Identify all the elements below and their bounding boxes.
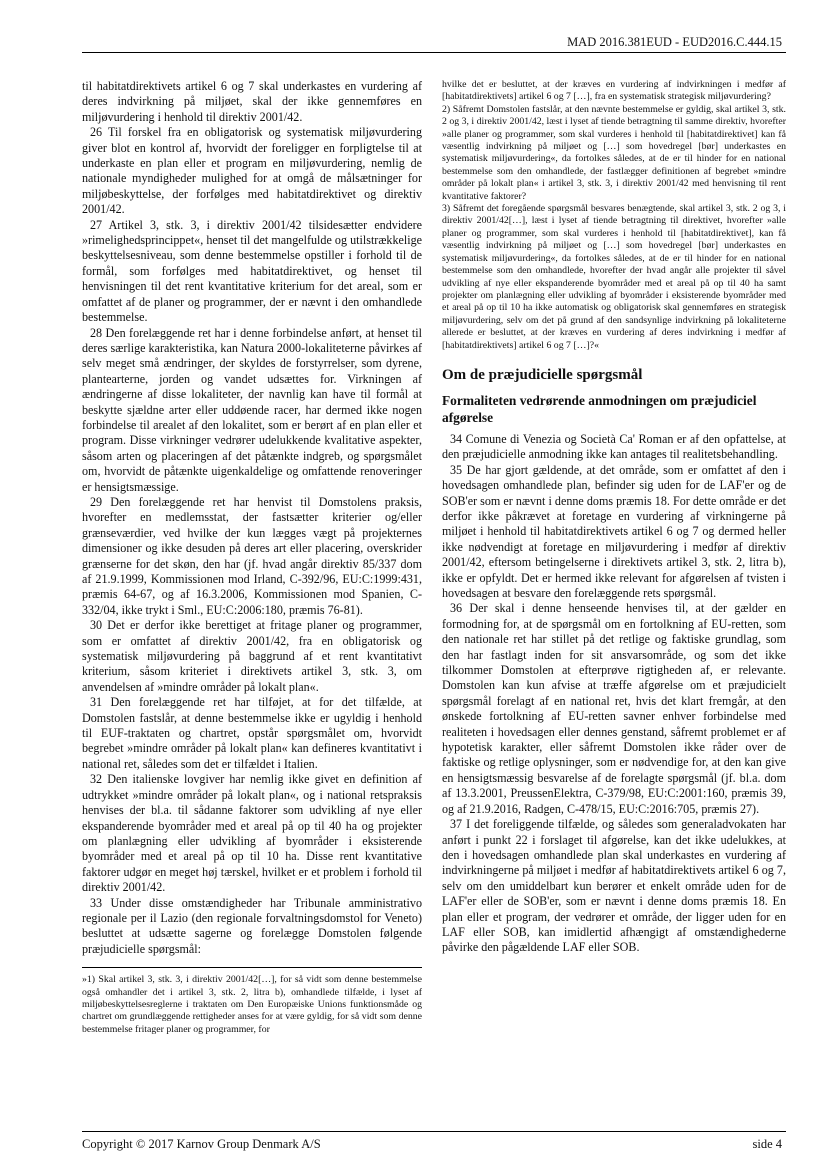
right-column [442,79,786,956]
paragraph: 36 Der skal i denne henseende henvises til, at der gælder en formodning for, at de spørgsmål om en fortolkning af EU-retten, som den nationale ret har stillet på det retlige og faktiske grundlag, som den har fastlagt inden for sit ansvarsområde, og som det ikke tilkommer Domstolen at efterprøve rigtigheden af, er relevante. Domstolen kan kun afvise at træffe afgørelse om et præjudicielt spørgsmål forelagt af en national ret, hvis det klart fremgår, at den ønskede fortolkning af EU-retten savner enhver forbindelse med realiteten i hovedsagen eller dennes genstand, såfremt problemet er af hypotetisk karakter, eller såfremt Domstolen ikke råder over de faktiske og retlige oplysninger, som er nødvendige for, at den kan give en hensigtsmæssig besvarelse af de forelagte spørgsmål (jf. bl.a. dom af 13.3.2001, PreussenElektra, C-379/98, EU:C:2001:160, præmis 39, og af 21.9.2016, Radgen, C-478/15, EU:C:2016:705, præmis 27). [442,601,786,816]
question-block [442,79,786,352]
paragraph: 37 I det foreliggende tilfælde, og således som generaladvokaten har anført i punkt 22 i forslaget til afgørelse, kan det ikke udelukkes, at den i hovedsagen omhandlede plan skal underkastes en vurdering af indvirkningerne på miljøet i medfør af habitatdirektivets artikel 6 og 7, selv om den umiddelbart kun berører et enkelt område uden for de LAF'er eller de SOB'er, som er nævnt i denne doms præmis 18. En plan eller et program, der vedrører et område, der ligger uden for en LAF eller SOB, kan imidlertid afhængigt af omstændighederne påvirke den pågældende LAF eller SOB. [442,817,786,955]
paragraph: 30 Det er derfor ikke berettiget at fritage planer og programmer, som er omfattet af direktiv 2001/42, fra en obligatorisk og systematisk miljøvurdering på baggrund af et rent kvantitativt kriterium, såsom kriteriet i direktivets artikel 3, stk. 3, om anvendelsen af »mindre områder på lokalt plan«. [82,618,422,694]
paragraph: 26 Til forskel fra en obligatorisk og systematisk miljøvurdering giver blot en kontrol af, hvorvidt der foreligger en forpligtelse til at underkaste en plan eller et program en miljøvurdering, nemlig de nationale myndigheder mulighed for at omgå de målsætninger for miljøbeskyttelse, der forfølges med habitatdirektivet og direktiv 2001/42. [82,125,422,217]
section-heading: Om de præjudicielle spørgsmål [442,366,643,383]
question-text: hvilke det er besluttet, at der kræves en vurdering af indvirkningen i medfør af [habitatdirektivets] artikel 6 og 7 […], fra en systematisk strategisk miljøvurdering? [442,79,786,103]
paragraph: 32 Den italienske lovgiver har nemlig ikke givet en definition af udtrykket »mindre områder på lokalt plan«, og i national retspraksis henvises der bl.a. til sådanne faktorer som udvikling af nye eller ekspanderende byområder med et areal på op til 40 ha og projekter om planlægning eller udvikling af byområder i eksisterende byområder med et areal på op til 10 ha. Disse rent kvantitative faktorer udgør en meget høj tærskel, hvilket er et problem i forhold til direktiv 2001/42. [82,772,422,895]
paragraph: 34 Comune di Venezia og Società Ca' Roman er af den opfattelse, at den præjudicielle anmodning ikke kan antages til realitetsbehandling. [442,431,786,462]
question-text: 2) Såfremt Domstolen fastslår, at den nævnte bestemmelse er gyldig, skal artikel 3, stk. 2 og 3, i direktiv 2001/42, læst i lyset af tiende betragtning til samme direktiv, hvorefter »alle planer og programmer, som skal vurderes i henhold til [habitatdirektivet] kan få væsentlig indvirkning på miljøet og […] som hovedregel [bør] underkastes en systematisk miljøvurdering«, da fortolkes således, at de er til hinder for en national bestemmelse som den omhandlede, der fastlægger definitionen af begrebet »mindre områder på lokalt plan« i artikel 3, stk. 3, i direktiv 2001/42 med henvisning til rent kvantitative faktorer? [442,103,786,202]
document-reference: MAD 2016.381EUD - EUD2016.C.444.15 [567,35,782,49]
question-text: »1) Skal artikel 3, stk. 3, i direktiv 2001/42[…], for så vidt som denne bestemmelse også omhandler det i artikel 3, stk. 2, litra b), omhandlede tilfælde, i lyset af miljøbeskyttelsesreglerne i traktaten om Den Europæiske Unions funktionsmåde og chartret om grundlæggende rettigheder anses for at være gyldig, for så vidt som denne bestemmelse fritager planer og programmer, for [82,974,422,1035]
left-column [82,79,422,1036]
page-number: side 4 [752,1137,782,1151]
page-header [82,32,786,53]
copyright: Copyright © 2017 Karnov Group Denmark A/S [82,1137,321,1151]
question-block [82,974,422,1036]
paragraph: 35 De har gjort gældende, at det område, som er omfattet af den i hovedsagen omhandlede plan, befinder sig uden for de LAF'er og de SOB'er som er nævnt i denne doms præmis 18. For dette område er det derfor ikke påkrævet at foretage en vurdering af virkningerne på miljøet i henhold til habitatdirektivets artikel 6 og 7 og dermed heller ikke nødvendigt at foretage en miljøvurdering i medfør af direktiv 2001/42, eftersom betingelserne i direktivets artikel 3, stk. 2, litra b), ikke er opfyldt. Det er hermed ikke relevant for afgørelsen af tvisten i hovedsagen at besvare den forelæggende rets spørgsmål. [442,462,786,600]
subsection-heading: Formaliteten vedrørende anmodningen om præjudiciel afgørelse [442,392,757,425]
paragraph: 28 Den forelæggende ret har i denne forbindelse anført, at henset til deres særlige karakteristika, kan Natura 2000-lokaliteterne påvirkes af selv meget små ændringer, der skyldes de forstyrrelser, som dyrene, plantearterne, jorden og vandet udsættes for. Virkningen af ændringerne af disse lokaliteter, der navnlig kan have til formål at beskytte sjældne arter eller uddøende racer, har dermed ikke nogen forbindelse til arealet af den lokalitet, som er berørt af en plan eller et program. Disse virkninger vedrører udelukkende kvalitative aspekter, såsom arten og placeringen af det påtænkte indgreb, og spørgsmålet om, hvorvidt de påtænkte uigenkaldelige og omfattende renoveringer er hensigtsmæssige. [82,325,422,494]
paragraph: 33 Under disse omstændigheder har Tribunale amministrativo regionale per il Lazio (den regionale forvaltningsdomstol for Veneto) besluttet at udsætte sagerne og forelægge Domstolen følgende præjudicielle spørgsmål: [82,895,422,956]
paragraph: 29 Den forelæggende ret har henvist til Domstolens praksis, hvorefter en medlemsstat, der fastsætter kriterier og/eller grænseværdier, ved hvilke der kun lægges vægt på projekternes dimensioner og ikke desuden på deres art eller placering, overskrider grænserne for det skøn, den har (jf. hvad angår direktiv 85/337 dom af 21.9.1999, Kommissionen mod Irland, C-392/96, EU:C:1999:431, præmis 64-67, og af 16.3.2006, Kommissionen mod Spanien, C-332/04, ikke trykt i Sml., EU:C:2006:180, præmis 76-81). [82,494,422,617]
paragraph: til habitatdirektivets artikel 6 og 7 skal underkastes en vurdering af deres indvirkning på miljøet, skal der ikke gennemføres en miljøvurdering i henhold til direktiv 2001/42. [82,79,422,124]
question-text: 3) Såfremt det foregående spørgsmål besvares benægtende, skal artikel 3, stk. 2 og 3, i direktiv 2001/42[…], læst i lyset af tiende betragtning til direktivet, hvorefter »alle planer og programmer, som skal vurderes i henhold til [habitatdirektivet], kan få væsentlig indvirkning på miljøet og […] som hovedregel [bør] underkastes en systematisk miljøvurdering«, da fortolkes således, at de er til hinder for en national bestemmelse som den omhandlede, hvorefter der hvad angår alle projekter til såvel udvikling af nye eller ekspanderende byområder med et areal på op til 40 ha samt projekter om planlægning eller udvikling af byområder i eksisterende byområder med et areal på op til 10 ha ikke automatisk og obligatorisk skal gennemføres en strategisk miljøvurdering, selv om det på grund af den sandsynlige indvirkning på lokaliteterne allerede er besluttet, at der kræves en vurdering af deres indvirkning i medfør af [habitatdirektivets] artikel 6 og 7 […]?« [442,203,786,351]
paragraph: 31 Den forelæggende ret har tilføjet, at for det tilfælde, at Domstolen fastslår, at denne bestemmelse ikke er ugyldig i henhold til EUF-traktaten og chartret, opstår spørgsmålet om, hvorvidt begrebet »mindre områder på lokalt plan« kan defineres kvantitativt i national ret, således som det er tilfældet i Italien. [82,695,422,771]
page-footer [82,1131,786,1155]
paragraph: 27 Artikel 3, stk. 3, i direktiv 2001/42 tilsidesætter endvidere »rimelighedsprincippet«, henset til det mangelfulde og utilstrækkelige beskyttelsesniveau, som denne bestemmelse opstiller i forhold til de formål, som forfølges med habitatdirektivet, og henset til henvisningen til det rent kvantitative kriterium for det areal, som er omfattet af de planer og programmer, der er nævnt i den omhandlede bestemmelse. [82,217,422,325]
divider [82,967,422,968]
